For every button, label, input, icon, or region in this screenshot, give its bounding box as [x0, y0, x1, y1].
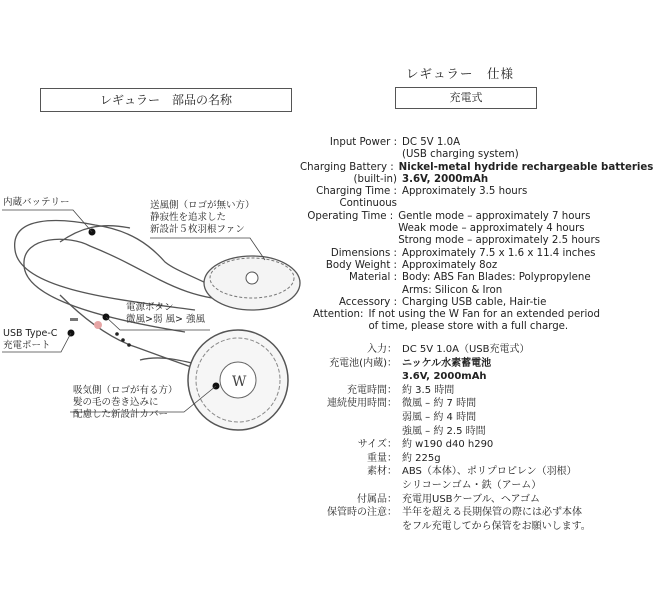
spec-value [402, 357, 600, 384]
callout-usb-line: 充電ポート [3, 340, 51, 351]
callout-power-line: 微風>弱 風> 強風 [126, 314, 205, 325]
spec-row [300, 198, 600, 210]
spec-value [402, 343, 600, 357]
spec-label: 素材： [367, 466, 397, 478]
spec-value [368, 309, 600, 334]
spec-list-english [300, 137, 653, 334]
spec-value-line: 弱風 – 約 4 時間 [402, 411, 477, 423]
spec-value [402, 452, 600, 466]
spec-label: 保管時の注意： [327, 507, 397, 519]
spec-row [300, 174, 600, 186]
parts-title: レギュラー 部品の名称 [99, 93, 232, 107]
spec-title: レギュラー 仕様 [405, 66, 514, 81]
spec-label: Dimensions : [330, 247, 397, 259]
spec-subtitle: 充電式 [449, 91, 483, 104]
spec-label: Charging Time : [316, 186, 397, 198]
spec-row [300, 137, 600, 162]
spec-value-line: Arms: Silicon & Iron [402, 284, 503, 296]
callout-power [126, 302, 205, 326]
spec-value-line: If not using the W Fan for an extended period [368, 309, 600, 321]
spec-value [402, 397, 600, 438]
spec-value [402, 272, 600, 297]
callout-fan-line: 送風側（ロゴが無い方） [150, 200, 255, 211]
spec-value [402, 198, 600, 210]
spec-value [402, 297, 600, 309]
spec-label: 充電時間： [347, 384, 397, 396]
spec-label: Material : [348, 272, 397, 284]
spec-value-line: 半年を超える長期保管の際には必ず本体 [402, 507, 582, 519]
spec-value-line: (USB charging system) [402, 149, 519, 161]
spec-label: Attention: [312, 309, 364, 321]
callout-intake-line: 配慮した新設計カバー [73, 409, 169, 420]
spec-value-line: Gentle mode – approximately 7 hours [398, 210, 591, 222]
spec-label: Continuous [339, 198, 397, 210]
spec-value [402, 438, 600, 452]
spec-value-line: 約 3.5 時間 [402, 384, 455, 396]
spec-value-line: 強風 – 約 2.5 時間 [402, 425, 486, 437]
spec-value-line [402, 198, 600, 210]
callout-fan-line: 新設計５枚羽根ファン [150, 224, 245, 235]
spec-value-line: 微風 – 約 7 時間 [402, 398, 477, 410]
spec-label: Accessory : [339, 296, 397, 308]
spec-value-line: 3.6V, 2000mAh [402, 371, 487, 383]
spec-label: Input Power : [329, 137, 397, 148]
spec-row [300, 248, 600, 260]
spec-label: Charging Battery : [300, 161, 394, 173]
spec-label: 重量： [367, 452, 397, 464]
spec-value-line: ニッケル水素蓄電池 [402, 357, 492, 369]
spec-row [300, 384, 600, 398]
spec-value-line: Weak mode – approximately 4 hours [398, 223, 585, 235]
callout-intake-line: 髪の毛の巻き込みに [73, 397, 159, 408]
spec-row [300, 506, 600, 533]
intake-fan [188, 330, 288, 430]
spec-value [402, 493, 600, 507]
spec-row [300, 493, 600, 507]
spec-row [300, 465, 600, 492]
spec-value-line: of time, please store with a full charge. [368, 321, 569, 333]
spec-value-line: Approximately 3.5 hours [402, 186, 528, 198]
spec-label: 入力： [367, 344, 397, 355]
spec-value-line: 約 225g [402, 452, 441, 464]
spec-value-line: DC 5V 1.0A（USB充電式） [402, 344, 530, 355]
spec-value [402, 174, 600, 186]
spec-row [300, 309, 600, 334]
spec-label: Body Weight : [325, 259, 397, 271]
spec-value-line: をフル充電してから保管をお願いします。 [402, 520, 591, 532]
spec-row [300, 452, 600, 466]
spec-row [300, 343, 600, 357]
spec-row [300, 161, 653, 174]
callout-intake [73, 385, 178, 421]
callout-battery: 内蔵バッテリー [3, 197, 70, 208]
callout-intake-line: 吸気側（ロゴが有る方） [73, 385, 178, 396]
spec-value [402, 260, 600, 272]
spec-value [402, 248, 600, 260]
spec-value [402, 384, 600, 398]
spec-value-line: Nickel-metal hydride rechargeable batteries [398, 161, 653, 173]
callout-fan [150, 200, 255, 236]
spec-row [300, 186, 600, 198]
spec-value [402, 465, 600, 492]
spec-row [300, 297, 600, 309]
spec-row [300, 397, 600, 438]
callout-fan-line: 静寂性を追求した [150, 212, 227, 223]
spec-value-line: ABS（本体）、ポリプロピレン（羽根） [402, 466, 577, 478]
spec-value-line: 約 w190 d40 h290 [402, 439, 494, 451]
callout-usb [3, 328, 57, 352]
callout-power-line: 電源ボタン [126, 302, 174, 313]
spec-row [300, 438, 600, 452]
spec-value-line: Approximately 7.5 x 1.6 x 11.4 inches [402, 247, 596, 259]
spec-label: サイズ： [357, 439, 397, 451]
spec-value [399, 162, 653, 174]
callout-usb-line: USB Type-C [3, 328, 58, 339]
spec-value-line: Charging USB cable, Hair-tie [402, 296, 547, 308]
spec-value [402, 137, 600, 162]
spec-row [300, 211, 600, 248]
spec-value-line: 3.6V, 2000mAh [402, 173, 489, 185]
spec-label: 連続使用時間： [327, 398, 397, 410]
exhaust-fan [204, 256, 300, 310]
spec-row [300, 357, 600, 384]
spec-value-line: DC 5V 1.0A [402, 137, 461, 148]
spec-row [300, 260, 600, 272]
spec-value [398, 211, 600, 248]
spec-value-line: Body: ABS Fan Blades: Polypropylene [402, 272, 591, 284]
svg-text:W: W [232, 374, 247, 390]
spec-label: 付属品： [357, 493, 397, 505]
spec-value-line: シリコーンゴム・鉄（アーム） [402, 479, 542, 491]
spec-value [402, 506, 600, 533]
spec-value-line: 充電用USBケーブル、ヘアゴム [402, 493, 541, 505]
spec-value-line: Strong mode – approximately 2.5 hours [398, 235, 600, 247]
spec-label: (built-in) [353, 173, 397, 185]
spec-label: Operating Time : [307, 210, 394, 222]
spec-value [402, 186, 600, 198]
spec-row [300, 272, 600, 297]
spec-value-line: Approximately 8oz [402, 259, 498, 271]
spec-list-japanese [300, 343, 600, 533]
spec-label: 充電池(内蔵)： [329, 357, 397, 369]
